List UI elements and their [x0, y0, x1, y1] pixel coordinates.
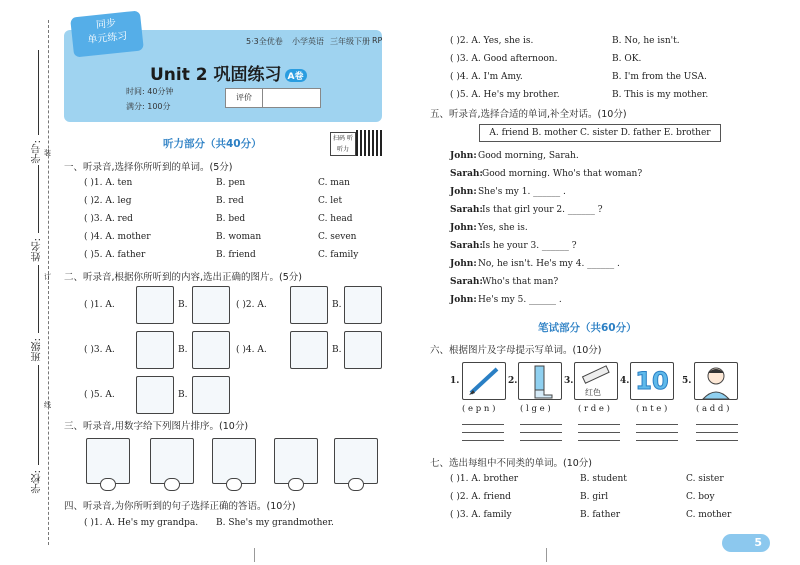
dialog-blank-2[interactable]: Is that girl your 2. ______ ?: [482, 205, 603, 215]
page-number: 5: [722, 534, 770, 552]
dialog-blank-3[interactable]: Is he your 3. ______ ?: [482, 241, 577, 251]
s4-q3-b[interactable]: B. OK.: [612, 54, 642, 64]
fold-mark-right: [546, 548, 547, 562]
dialog-blank-1[interactable]: She's my 1. ______ .: [478, 187, 566, 197]
ten-text: 10: [635, 367, 669, 395]
s1-q1-b[interactable]: B. pen: [216, 178, 246, 188]
ribbon-line-1: 同步: [95, 18, 117, 32]
s2-q3-b-image[interactable]: [192, 331, 230, 369]
s6-line[interactable]: [520, 424, 562, 425]
s2-q3-a-label[interactable]: ( )3. A.: [84, 345, 115, 355]
s2-q1-a-image[interactable]: [136, 286, 174, 324]
s3-order-5[interactable]: [348, 478, 364, 491]
s6-line[interactable]: [636, 424, 678, 425]
s2-q2-a-image[interactable]: [290, 286, 328, 324]
s6-line[interactable]: [520, 432, 562, 433]
s2-q4-b-image[interactable]: [344, 331, 382, 369]
paper-badge: A卷: [285, 69, 307, 82]
s6-line[interactable]: [578, 440, 620, 441]
s1-q4-a[interactable]: ( )4. A. mother: [84, 232, 151, 242]
s1-q2-c[interactable]: C. let: [318, 196, 343, 206]
dialog-speaker: John:: [450, 151, 477, 161]
s2-q5-b-image[interactable]: [192, 376, 230, 414]
id-line: [38, 50, 39, 135]
ribbon-line-2: 单元练习: [87, 30, 128, 47]
s6-num-1: 1.: [450, 376, 460, 386]
dialog-blank-4[interactable]: No, he isn't. He's my 4. ______ .: [478, 259, 620, 269]
s6-letters-3: ( r d e ): [578, 404, 610, 414]
red-crayon-icon: [574, 362, 618, 400]
s4-q3-a[interactable]: ( )3. A. Good afternoon.: [450, 54, 558, 64]
s1-q2-a[interactable]: ( )2. A. leg: [84, 196, 132, 206]
written-title: 笔试部分（共60分）: [538, 322, 637, 334]
time-info: 时间: 40分钟: [126, 87, 174, 96]
s3-order-1[interactable]: [100, 478, 116, 491]
cut-line: [48, 20, 49, 545]
s6-line[interactable]: [520, 440, 562, 441]
s6-num-4: 4.: [620, 376, 630, 386]
s2-q4-b-label[interactable]: B.: [332, 345, 342, 355]
s7-q1-c[interactable]: C. sister: [686, 474, 724, 484]
s2-q1-b-label[interactable]: B.: [178, 300, 188, 310]
s6-letters-4: ( n t e ): [636, 404, 668, 414]
student-id-label: 学号:: [32, 140, 43, 164]
dialog-speaker: Sarah:: [450, 169, 483, 179]
dialog-speaker: John:: [450, 223, 477, 233]
evaluation-box[interactable]: [225, 88, 321, 108]
title-text: Unit 2 巩固练习: [150, 65, 282, 85]
s6-num-2: 2.: [508, 376, 518, 386]
dialog-line: Yes, she is.: [478, 223, 528, 233]
s2-q2-a-label[interactable]: ( )2. A.: [236, 300, 267, 310]
s2-q2-b-image[interactable]: [344, 286, 382, 324]
cut-mark-3: 线: [44, 401, 51, 409]
s6-line[interactable]: [578, 424, 620, 425]
s2-q4-a-label[interactable]: ( )4. A.: [236, 345, 267, 355]
s4-q5-b[interactable]: B. This is my mother.: [612, 90, 709, 100]
s1-q3-c[interactable]: C. head: [318, 214, 353, 224]
s1-q2-b[interactable]: B. red: [216, 196, 244, 206]
class-line: [38, 265, 39, 333]
s1-q4-b[interactable]: B. woman: [216, 232, 262, 242]
s2-q5-b-label[interactable]: B.: [178, 390, 188, 400]
s6-line[interactable]: [696, 432, 738, 433]
dialog-line: Who's that man?: [482, 277, 559, 287]
fold-mark-left: [254, 548, 255, 562]
series-name: 5·3全优卷: [246, 37, 283, 46]
s3-order-3[interactable]: [226, 478, 242, 491]
s1-q4-c[interactable]: C. seven: [318, 232, 357, 242]
s6-line[interactable]: [696, 424, 738, 425]
s6-line[interactable]: [578, 432, 620, 433]
section-7-title: 七、选出每组中不同类的单词。(10分): [430, 458, 593, 469]
s6-line[interactable]: [636, 432, 678, 433]
s4-q1-b[interactable]: B. She's my grandmother.: [216, 518, 334, 528]
s1-q5-b[interactable]: B. friend: [216, 250, 256, 260]
name-label: 姓名:: [32, 238, 43, 262]
s2-q5-a-label[interactable]: ( )5. A.: [84, 390, 115, 400]
s4-q4-a[interactable]: ( )4. A. I'm Amy.: [450, 72, 523, 82]
s2-q1-b-image[interactable]: [192, 286, 230, 324]
s4-q1-a[interactable]: ( )1. A. He's my grandpa.: [84, 518, 199, 528]
dad-icon: [694, 362, 738, 400]
dialog-speaker: Sarah:: [450, 241, 483, 251]
pen-icon: [462, 362, 506, 400]
s6-line[interactable]: [636, 440, 678, 441]
s1-q3-a[interactable]: ( )3. A. red: [84, 214, 133, 224]
cut-mark-2: 订: [44, 273, 51, 281]
s1-q3-b[interactable]: B. bed: [216, 214, 246, 224]
s2-q4-a-image[interactable]: [290, 331, 328, 369]
s6-line[interactable]: [462, 424, 504, 425]
s6-line[interactable]: [696, 440, 738, 441]
section-2-title: 二、听录音,根据你所听到的内容,选出正确的图片。(5分): [64, 272, 302, 283]
s7-q2-a[interactable]: ( )2. A. friend: [450, 492, 511, 502]
s7-q1-a[interactable]: ( )1. A. brother: [450, 474, 519, 484]
grade: 三年级下册: [330, 37, 370, 46]
binding-margin: [0, 0, 58, 565]
section-4-title: 四、听录音,为你所听到的句子选择正确的答语。(10分): [64, 501, 296, 512]
dialog-line: Good morning. Who's that woman?: [482, 169, 643, 179]
qr-code-icon: [356, 130, 382, 156]
section-1-title: 一、听录音,选择你所听到的单词。(5分): [64, 162, 233, 173]
s6-num-3: 3.: [564, 376, 574, 386]
s1-q5-a[interactable]: ( )5. A. father: [84, 250, 146, 260]
s6-line[interactable]: [462, 432, 504, 433]
school-label: 学校:: [32, 470, 43, 494]
s3-order-4[interactable]: [288, 478, 304, 491]
s7-q1-b[interactable]: B. student: [580, 474, 627, 484]
cut-mark-1: 装: [44, 149, 51, 157]
dialog-speaker: John:: [450, 295, 477, 305]
s1-q1-a[interactable]: ( )1. A. ten: [84, 178, 133, 188]
s6-letters-5: ( a d d ): [696, 404, 730, 414]
s4-q2-b[interactable]: B. No, he isn't.: [612, 36, 680, 46]
s7-q2-c[interactable]: C. boy: [686, 492, 715, 502]
subject: 小学英语: [292, 37, 324, 46]
s2-q5-a-image[interactable]: [136, 376, 174, 414]
word-bank: A. friend B. mother C. sister D. father E. brother: [479, 124, 721, 142]
s2-q3-b-label[interactable]: B.: [178, 345, 188, 355]
s4-q5-a[interactable]: ( )5. A. He's my brother.: [450, 90, 560, 100]
eval-label: 评价: [226, 89, 263, 107]
section-5-title: 五、听录音,选择合适的单词,补全对话。(10分): [430, 109, 627, 120]
s7-q3-b[interactable]: B. father: [580, 510, 621, 520]
school-line: [38, 365, 39, 465]
dialog-speaker: John:: [450, 187, 477, 197]
leg-icon: [518, 362, 562, 400]
red-label: 红色: [585, 388, 601, 397]
dialog-blank-5[interactable]: He's my 5. ______ .: [478, 295, 562, 305]
section-3-title: 三、听录音,用数字给下列图片排序。(10分): [64, 421, 249, 432]
page-title: [150, 60, 307, 85]
s6-num-5: 5.: [682, 376, 692, 386]
class-label: 班级:: [32, 338, 43, 362]
s4-q4-b[interactable]: B. I'm from the USA.: [612, 72, 707, 82]
dialog-speaker: John:: [450, 259, 477, 269]
score-info: 满分: 100分: [126, 102, 171, 111]
s2-q1-a-label[interactable]: ( )1. A.: [84, 300, 115, 310]
dialog-line: Good morning, Sarah.: [478, 151, 579, 161]
s1-q5-c[interactable]: C. family: [318, 250, 359, 260]
name-line: [38, 165, 39, 233]
s4-q2-a[interactable]: ( )2. A. Yes, she is.: [450, 36, 534, 46]
s6-letters-1: ( e p n ): [462, 404, 496, 414]
s7-q3-c[interactable]: C. mother: [686, 510, 732, 520]
dialog-speaker: Sarah:: [450, 277, 483, 287]
listening-title: 听力部分（共40分）: [163, 138, 262, 150]
s6-letters-2: ( l g e ): [520, 404, 551, 414]
scan-hint: 扫码 听听力: [330, 132, 356, 156]
ribbon-badge: [70, 10, 144, 57]
dialog-speaker: Sarah:: [450, 205, 483, 215]
s7-q2-b[interactable]: B. girl: [580, 492, 609, 502]
s6-line[interactable]: [462, 440, 504, 441]
edition: RP: [372, 36, 383, 45]
s2-q3-a-image[interactable]: [136, 331, 174, 369]
s7-q3-a[interactable]: ( )3. A. family: [450, 510, 512, 520]
number-ten-icon: [630, 362, 674, 400]
section-6-title: 六、根据图片及字母提示写单词。(10分): [430, 345, 602, 356]
s1-q1-c[interactable]: C. man: [318, 178, 350, 188]
s2-q2-b-label[interactable]: B.: [332, 300, 342, 310]
s3-order-2[interactable]: [164, 478, 180, 491]
